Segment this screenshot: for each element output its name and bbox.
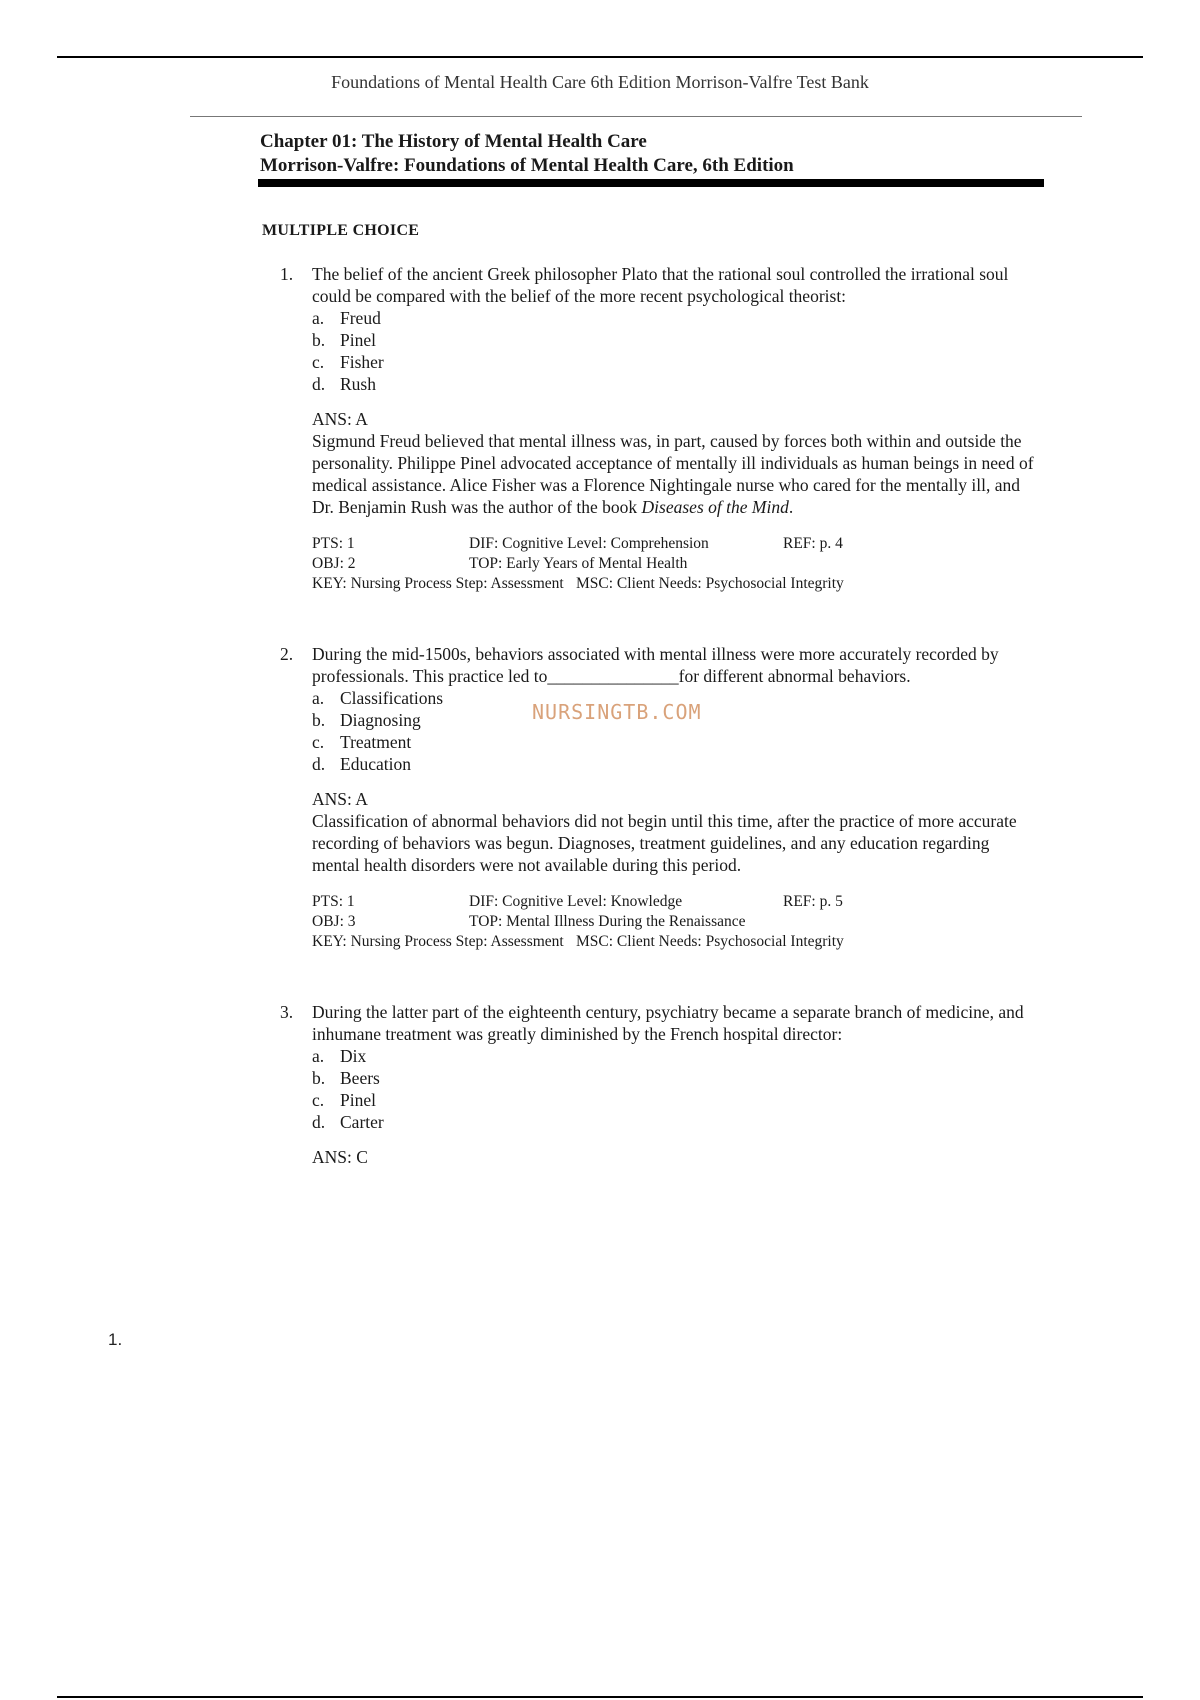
- option-b: b. Pinel: [312, 330, 376, 350]
- option-list: [312, 307, 1040, 395]
- chapter-heading: [260, 130, 1050, 178]
- question-number: 1.: [280, 264, 294, 284]
- option-d: d. Carter: [312, 1112, 384, 1132]
- option-c: c. Pinel: [312, 1090, 376, 1110]
- question-number: 3.: [280, 1002, 294, 1022]
- top-rule: [57, 56, 1143, 58]
- bottom-rule: [57, 1696, 1143, 1698]
- question-3: [280, 1001, 1040, 1168]
- page-index: 1.: [108, 1330, 123, 1349]
- question-2: [280, 643, 1040, 952]
- document-header: Foundations of Mental Health Care 6th Edition Morrison-Valfre Test Bank: [331, 72, 869, 92]
- option-list: [312, 1045, 1040, 1133]
- chapter-bar: [258, 179, 1044, 187]
- chapter-title: Chapter 01: The History of Mental Health Care: [260, 131, 647, 152]
- rationale: Sigmund Freud believed that mental illness was, in part, caused by forces both within and outside the personality. Philippe Pinel advocated acceptance of mentally ill individuals as human beings in need of medical assistance. Alice Fisher was a Florence Nightingale nurse who cared for the mentally ill, and Dr. Benjamin Rush was the author of the book Diseases of the Mind.: [312, 431, 1034, 517]
- option-c: c. Fisher: [312, 352, 384, 372]
- option-d: d. Education: [312, 754, 411, 774]
- chapter-subtitle: Morrison-Valfre: Foundations of Mental Health Care, 6th Edition: [260, 155, 794, 176]
- option-a: a. Freud: [312, 308, 381, 328]
- watermark: NURSINGTB.COM: [532, 700, 702, 724]
- question-number: 2.: [280, 644, 294, 664]
- question-text: During the mid-1500s, behaviors associated with mental illness were more accurately recorded by professionals. This practice led to_______________for different abnormal behaviors.: [312, 644, 999, 686]
- option-d: d. Rush: [312, 374, 376, 394]
- question-metadata: PTS: 1 DIF: Cognitive Level: Comprehension REF: p. 4 OBJ: 2 TOP: Early Years of Mental Health KEY: Nursing Process Step: Assessment MSC: Client Needs: Psychosocial Integrity: [312, 535, 844, 592]
- section-title: MULTIPLE CHOICE: [262, 222, 420, 239]
- rationale: Classification of abnormal behaviors did not begin until this time, after the practice of more accurate recording of behaviors was begun. Diagnoses, treatment guidelines, and any education regarding mental health disorders were not available during this period.: [312, 811, 1017, 875]
- header-rule: [190, 116, 1082, 117]
- answer: ANS: A: [312, 789, 368, 809]
- option-b: b. Beers: [312, 1068, 380, 1088]
- book-title: Diseases of the Mind: [641, 497, 789, 517]
- question-text: During the latter part of the eighteenth century, psychiatry became a separate branch of medicine, and inhumane treatment was greatly diminished by the French hospital director:: [312, 1002, 1024, 1044]
- option-a: a. Dix: [312, 1046, 367, 1066]
- question-1: [280, 263, 1040, 594]
- option-a: a. Classifications: [312, 688, 444, 708]
- option-c: c. Treatment: [312, 732, 412, 752]
- option-b: b. Diagnosing: [312, 710, 421, 730]
- answer: ANS: A: [312, 409, 368, 429]
- question-text: The belief of the ancient Greek philosopher Plato that the rational soul controlled the irrational soul could be compared with the belief of the more recent psychological theorist:: [312, 264, 1009, 306]
- question-metadata: PTS: 1 DIF: Cognitive Level: Knowledge REF: p. 5 OBJ: 3 TOP: Mental Illness During the Renaissance KEY: Nursing Process Step: Assessment MSC: Client Needs: Psychosocial Integrity: [312, 893, 844, 950]
- answer: ANS: C: [312, 1147, 368, 1167]
